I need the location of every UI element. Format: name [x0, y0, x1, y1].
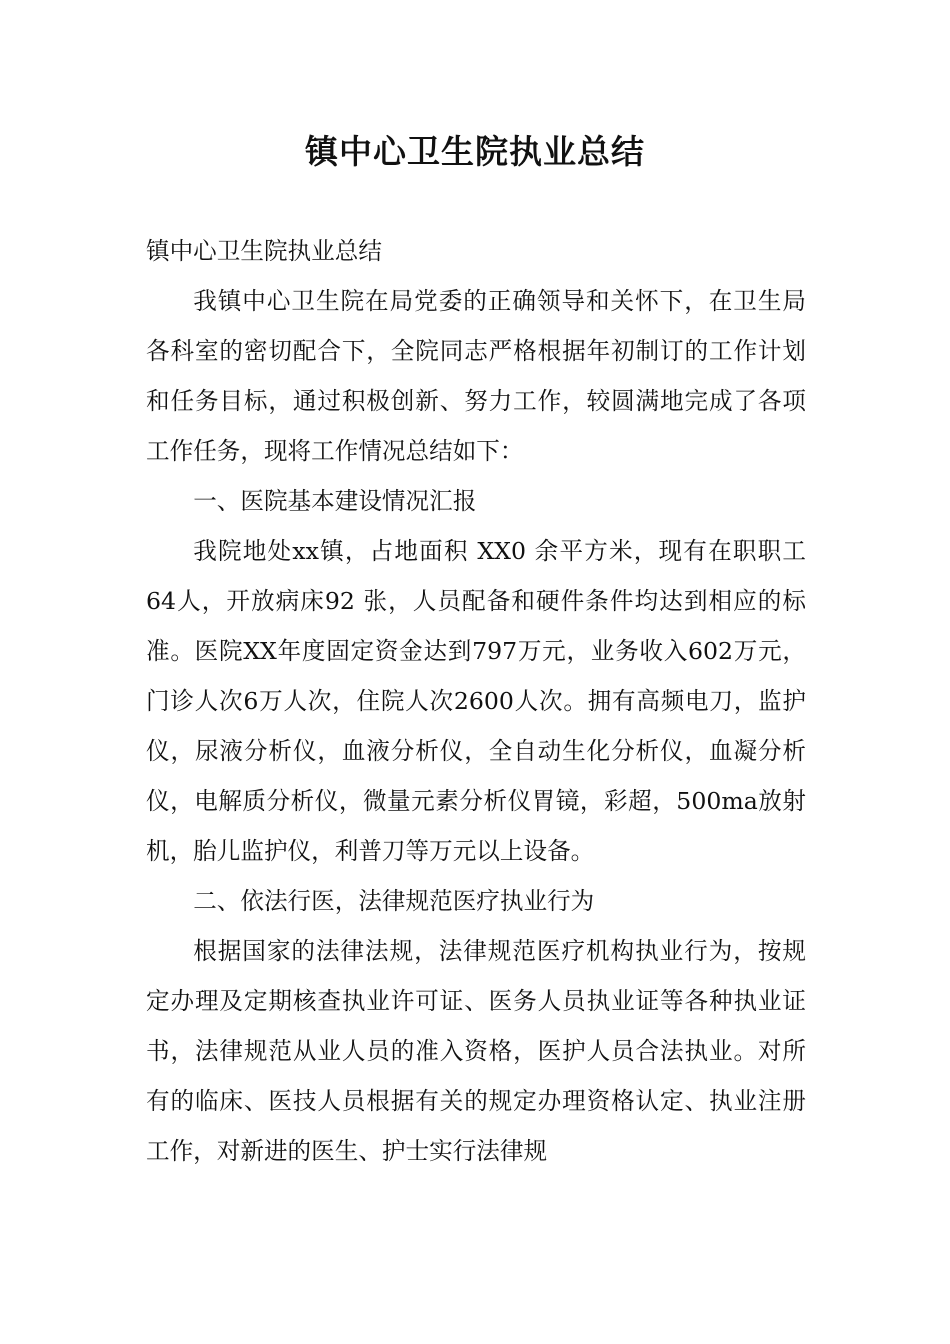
paragraph-subtitle: 镇中心卫生院执业总结 [146, 237, 382, 265]
paragraph-legal-practice: 根据国家的法律法规，法律规范医疗机构执业行为，按规定办理及定期核查执业许可证、医务人员执业证等各种执业证书，法律规范从业人员的准入资格，医护人员合法执业。对所有的临床、医技人员根据有关的规定办理资格认定、执业注册工作，对新进的医生、护士实行法律规 [146, 937, 806, 1165]
document-body [146, 226, 806, 1176]
paragraph-basic-construction: 我院地处xx镇，占地面积 XX0 余平方米，现有在职职工 64人，开放病床92 张，人员配备和硬件条件均达到相应的标准。医院XX年度固定资金达到797万元，业务收入602万元，门诊人次6万人次，住院人次2600人次。拥有高频电刀，监护仪，尿液分析仪，血液分析仪，全自动生化分析仪，血凝分析仪，电解质分析仪，微量元素分析仪胃镜，彩超，500ma放射机，胎儿监护仪，利普刀等万元以上设备。 [146, 537, 806, 865]
paragraph-intro: 我镇中心卫生院在局党委的正确领导和关怀下，在卫生局各科室的密切配合下，全院同志严格根据年初制订的工作计划和任务目标，通过积极创新、努力工作，较圆满地完成了各项工作任务，现将工作情况总结如下： [146, 287, 806, 465]
document-title: 镇中心卫生院执业总结 [305, 132, 645, 171]
section-heading-2: 二、依法行医，法律规范医疗执业行为 [193, 887, 595, 915]
section-heading-1: 一、医院基本建设情况汇报 [193, 487, 477, 515]
